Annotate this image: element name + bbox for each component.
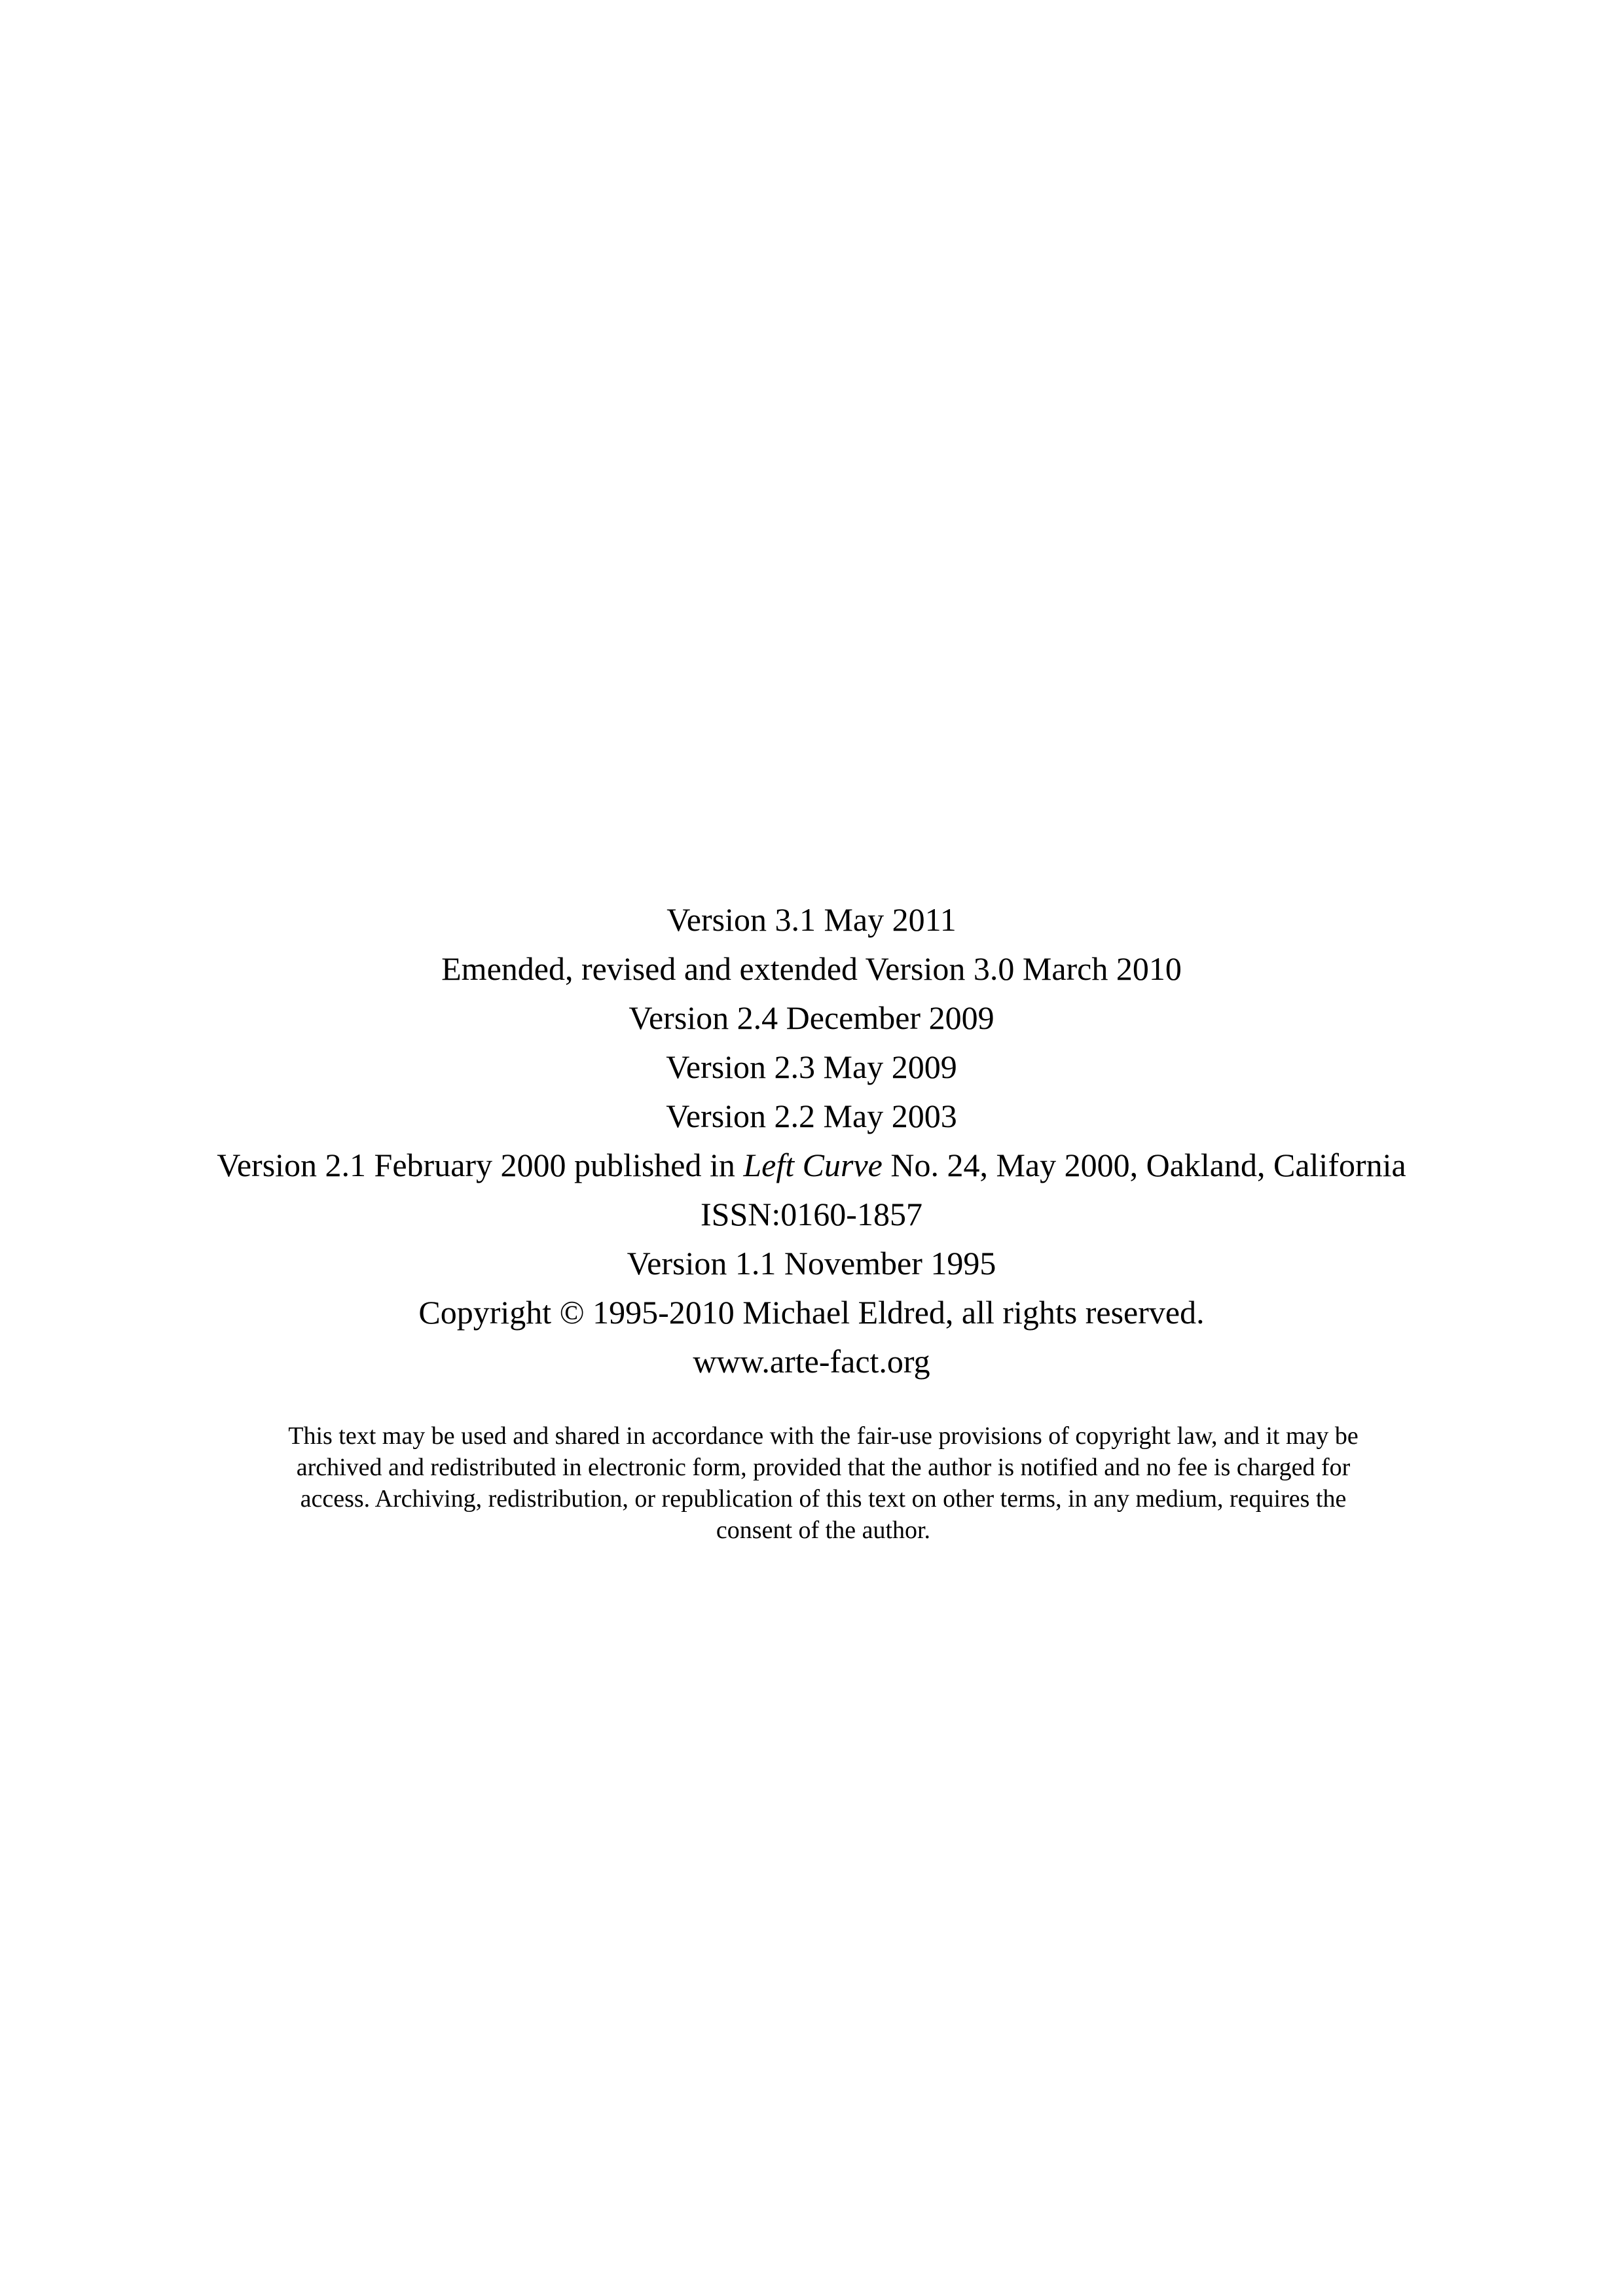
- version-history: [0, 895, 1623, 1386]
- version-2-1-publication-line: [0, 1141, 1623, 1190]
- version-2-4-line: Version 2.4 December 2009: [629, 999, 994, 1036]
- copyright-line: Copyright © 1995-2010 Michael Eldred, all rights reserved.: [418, 1294, 1205, 1331]
- version-1-1-line: Version 1.1 November 1995: [627, 1245, 996, 1282]
- publication-text-before: Version 2.1 February 2000 published in: [217, 1147, 744, 1183]
- notice-line: This text may be used and shared in accordance with the fair-use provisions of copyright law, and it may be: [288, 1422, 1359, 1450]
- journal-title: Left Curve: [743, 1147, 883, 1183]
- version-2-2-line: Version 2.2 May 2003: [666, 1098, 957, 1134]
- issn-line: ISSN:0160-1857: [701, 1196, 922, 1232]
- version-3-0-line: Emended, revised and extended Version 3.0 March 2010: [441, 950, 1182, 987]
- notice-line: consent of the author.: [716, 1516, 931, 1544]
- notice-line: archived and redistributed in electronic form, provided that the author is notified and no fee is charged for: [296, 1454, 1351, 1481]
- usage-notice: [236, 1420, 1411, 1546]
- publication-text-after: No. 24, May 2000, Oakland, California: [882, 1147, 1406, 1183]
- website-line: www.arte-fact.org: [693, 1343, 930, 1380]
- notice-line: access. Archiving, redistribution, or republication of this text on other terms, in any medium, requires the: [300, 1485, 1347, 1513]
- version-2-3-line: Version 2.3 May 2009: [666, 1049, 957, 1085]
- version-3-1-line: Version 3.1 May 2011: [666, 901, 957, 938]
